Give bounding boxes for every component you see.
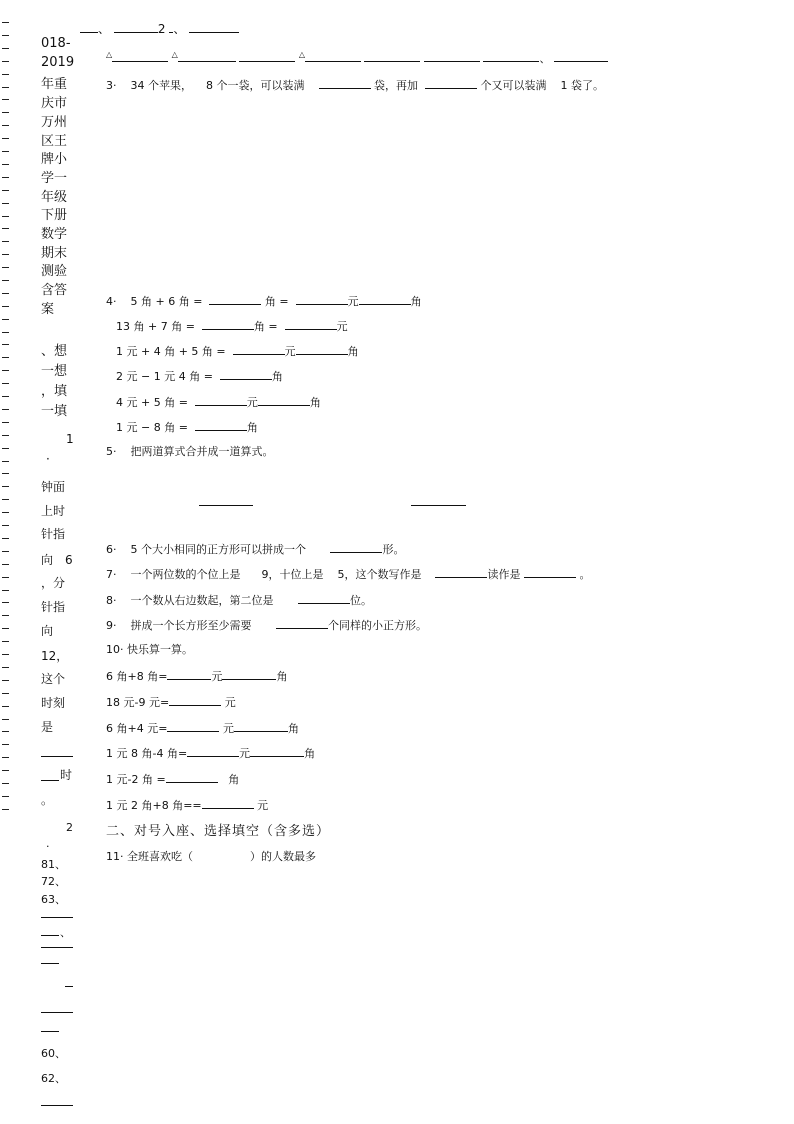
margin-dash [2,486,9,487]
side-q1-char: 时刻 [41,696,66,710]
margin-dash [2,435,9,436]
margin-dash [2,577,9,578]
q10-title: 快乐算一算。 [127,643,193,656]
q4-blank[interactable] [296,293,348,305]
margin-dash [2,138,9,139]
q7-blank-2[interactable] [524,566,576,578]
question-8 [106,592,372,608]
side-q1-char: 12， [41,649,69,663]
q10-line-3-unit-b: 元 [222,722,234,735]
side-title-char: 018- [41,36,71,51]
side-title-char: 区王 [41,133,68,149]
margin-dash [2,151,9,152]
q4-line-6-unit-b: 角 [246,421,258,434]
q4-blank[interactable] [285,318,337,330]
blank [305,50,361,62]
margin-dash [2,499,9,500]
answer-blank-row [106,50,608,66]
q10-line-4-unit-c: 角 [304,747,316,760]
q4-blank[interactable] [209,293,261,305]
margin-dash [2,190,9,191]
margin-dash [2,706,9,707]
question-3 [106,77,604,93]
q11-text-2: ）的人数最多 [250,850,316,863]
triangle-mark-icon: △ [298,50,305,59]
side-q2-blank[interactable] [41,963,59,964]
side-title-char: 学一 [41,170,68,186]
question-4-line-1 [106,293,422,309]
q10-blank[interactable] [169,694,221,706]
side-title-char: 含答 [41,283,68,299]
margin-dash [2,396,9,397]
blank [424,50,480,62]
question-11 [106,850,316,864]
margin-dash [2,216,9,217]
q10-blank[interactable] [222,668,276,680]
q4-line-1-expr: 5 角 + 6 角 = [130,295,203,308]
side-q2-char: 、 [60,926,71,939]
side-q1-char: 钟面 [41,480,66,494]
q10-blank[interactable] [167,720,219,732]
margin-dash [2,693,9,694]
q4-line-5-expr: 4 元 + 5 角 = [116,396,188,409]
margin-dash [2,177,9,178]
q10-number: 10· [106,643,124,656]
q4-line-5-unit-b: 元 [246,396,258,409]
margin-dash [2,87,9,88]
question-10-line-3 [106,720,299,736]
side-q1-char: 这个 [41,672,66,686]
margin-dash [2,757,9,758]
header-sep-a: 、 [98,22,111,36]
side-q1-char: 针指 [41,600,66,614]
question-4-line-6 [116,419,258,435]
side-title-char: 年重 [41,77,68,93]
blank [112,50,168,62]
triangle-mark-icon: △ [106,50,113,59]
margin-dash [2,783,9,784]
margin-dash [2,164,9,165]
margin-dash [2,615,9,616]
margin-dash [2,35,9,36]
blank [80,21,98,33]
q6-text-2: 形。 [382,543,405,556]
side-q1-char: 向 6 [41,553,73,567]
question-10-line-5 [106,771,239,787]
q10-blank[interactable] [202,797,254,809]
q10-line-2-expr: 18 元-9 元= [106,696,170,709]
margin-dash [2,551,9,552]
q7-text-2: 9，十位上是 [261,568,324,581]
margin-dash [2,370,9,371]
side-q1-char: 是 [41,720,54,734]
blank [554,50,608,62]
question-10-line-1 [106,668,287,684]
q9-text-2: 个同样的小正方形。 [327,619,427,632]
q10-line-1-unit-c: 角 [276,670,288,683]
side-q2-blank[interactable] [41,935,59,936]
margin-dash [2,512,9,513]
q4-blank[interactable] [296,343,348,355]
q10-blank[interactable] [166,771,218,783]
side-q1-blank[interactable] [41,780,59,781]
q7-number: 7· [106,568,117,581]
margin-dash [2,422,9,423]
margin-dash [2,293,9,294]
question-10-line-2 [106,694,236,710]
q3-number: 3· [106,79,117,92]
q10-line-4-unit-b: 元 [239,747,251,760]
header-num-2: 2 [157,22,166,36]
margin-dash [2,125,9,126]
side-title-char: 2019 [41,54,75,70]
question-4-line-3 [116,343,359,359]
q10-line-1-unit-b: 元 [211,670,223,683]
margin-dash [2,628,9,629]
q6-text-1: 5 个大小相同的正方形可以拼成一个 [130,543,306,556]
side-title-char: 案 [41,301,55,317]
margin-dash [2,203,9,204]
side-title-char: 数学 [41,227,68,242]
q4-blank[interactable] [258,394,310,406]
side-q2-char: 2 [66,821,73,834]
side-q1-char: 上时 [41,504,66,518]
side-title-char: 年级 [41,189,68,205]
q4-line-1-unit-b: 角 = [264,295,289,308]
margin-dash [2,319,9,320]
margin-dash [2,48,9,49]
side-q1-char: 针指 [41,527,66,541]
q3-text-5: 1 袋了。 [560,79,604,92]
blank [364,50,420,62]
q3-blank-2[interactable] [425,77,477,89]
triangle-mark-icon: △ [171,50,178,59]
q4-line-5-unit-c: 角 [309,396,321,409]
q4-line-3-unit-b: 元 [284,345,296,358]
header-sep-c: 、 [173,22,186,36]
side-section-char: ，填 [41,384,68,399]
side-q2-char: 62、 [41,1072,66,1085]
q4-number: 4· [106,295,117,308]
margin-dash [2,99,9,100]
margin-dash [2,254,9,255]
side-q2-char: 72、 [41,875,66,888]
margin-dash [2,22,9,23]
q8-number: 8· [106,594,117,607]
q4-line-2-unit-b: 角 = [253,320,278,333]
side-section-char: 一填 [41,404,68,419]
q9-number: 9· [106,619,117,632]
margin-dash [2,241,9,242]
margin-dash [2,809,9,810]
side-q1-char: 。 [41,793,54,807]
question-6 [106,541,404,557]
section-two-title: 二、对号入座、选择填空（含多选） [106,824,331,839]
side-q2-char: 63、 [41,893,66,906]
q5-answer-line-2[interactable] [411,505,466,506]
question-10-line-6 [106,797,268,813]
margin-dash [2,448,9,449]
side-title-char: 测验 [41,264,68,280]
q10-blank[interactable] [234,720,288,732]
margin-dash [2,667,9,668]
margin-dash [2,654,9,655]
blank [239,50,295,62]
q10-blank[interactable] [167,668,211,680]
q7-text-5: 。 [579,568,591,581]
question-7 [106,566,590,582]
side-title-char: 下册 [41,208,68,224]
margin-dash [2,61,9,62]
q7-text-4: 读作是 [487,568,521,581]
q4-line-3-unit-c: 角 [347,345,359,358]
q5-text: 把两道算式合并成一道算式。 [130,445,274,458]
q3-text-3: 袋，再加 [374,79,418,92]
q3-text-4: 个又可以装满 [480,79,547,92]
q5-number: 5· [106,445,117,458]
q3-text-1: 34 个苹果， [130,79,192,92]
margin-dash [2,796,9,797]
margin-dash [2,306,9,307]
margin-dash [2,228,9,229]
margin-dash [2,461,9,462]
margin-dash [2,770,9,771]
q10-line-4-expr: 1 元 8 角-4 角= [106,747,188,760]
question-10-line-4 [106,745,315,761]
q4-line-1-unit-d: 角 [410,295,422,308]
question-10-title [106,643,193,657]
q10-line-1-expr: 6 角+8 角= [106,670,168,683]
side-q1-char: 向 [41,624,54,638]
margin-dash [2,267,9,268]
q11-text-1: 全班喜欢吃（ [127,850,193,863]
side-q1-char: 时 [60,768,73,782]
q11-number: 11· [106,850,124,863]
side-q2-blank[interactable] [41,1105,73,1106]
blank [189,21,239,33]
side-q2-char: · [46,840,50,853]
q9-text-1: 拼成一个长方形至少需要 [130,619,252,632]
q7-text-3: 5，这个数写作是 [337,568,422,581]
margin-dash [2,731,9,732]
header-blank-row [80,20,239,37]
margin-dash [2,112,9,113]
q10-line-3-unit-c: 角 [287,722,299,735]
q4-line-6-expr: 1 元 − 8 角 = [116,421,188,434]
margin-dash [2,602,9,603]
margin-dash [2,719,9,720]
side-q1-char: · [46,452,50,466]
margin-dash [2,744,9,745]
q7-text-1: 一个两位数的个位上是 [130,568,241,581]
margin-dash [2,538,9,539]
q3-blank-1[interactable] [319,77,371,89]
q4-line-2-unit-c: 元 [336,320,348,333]
blank [483,50,539,62]
q10-blank[interactable] [250,745,304,757]
q4-line-4-unit-b: 角 [271,370,283,383]
side-q2-blank[interactable] [65,986,73,987]
q10-line-6-unit-b: 元 [257,799,269,812]
margin-dash [2,525,9,526]
blank [178,50,236,62]
q10-line-2-unit-b: 元 [224,696,236,709]
side-q1-blank[interactable] [41,756,73,757]
margin-dash [2,383,9,384]
side-q2-blank[interactable] [41,947,73,948]
side-q2-char: 81、 [41,858,66,871]
q4-blank[interactable] [202,318,254,330]
margin-dash [2,357,9,358]
margin-dash [2,344,9,345]
q8-text-2: 位。 [349,594,372,607]
side-section-char: 、想 [41,344,68,359]
side-title-char: 牌小 [41,152,68,168]
q5-answer-line-1[interactable] [199,505,253,506]
margin-dash [2,564,9,565]
q4-line-3-expr: 1 元 + 4 角 + 5 角 = [116,345,226,358]
question-5 [106,445,274,459]
margin-dash [2,332,9,333]
margin-dash [2,680,9,681]
side-q1-char: ，分 [41,576,66,590]
side-section-char: 一想 [41,364,68,379]
margin-dash [2,590,9,591]
q4-line-2-expr: 13 角 + 7 角 = [116,320,195,333]
q10-line-5-expr: 1 元-2 角 = [106,773,166,786]
side-q2-blank[interactable] [41,1031,59,1032]
q4-blank[interactable] [195,394,247,406]
side-q2-blank[interactable] [41,1012,73,1013]
q8-text-1: 一个数从右边数起，第二位是 [130,594,274,607]
q10-line-3-expr: 6 角+4 元= [106,722,168,735]
margin-dash [2,473,9,474]
q4-blank[interactable] [195,419,247,431]
question-4-line-2 [116,318,348,334]
side-title-char: 庆市 [41,96,68,112]
side-title-char: 万州 [41,114,68,130]
q6-blank[interactable] [330,541,382,553]
q4-line-1-unit-c: 元 [347,295,359,308]
q4-blank[interactable] [220,368,272,380]
q9-blank[interactable] [276,617,328,629]
margin-dash [2,280,9,281]
q4-blank[interactable] [359,293,411,305]
q7-blank-1[interactable] [435,566,487,578]
side-q2-blank[interactable] [41,917,73,918]
q10-line-6-expr: 1 元 2 角+8 角== [106,799,202,812]
margin-dash [2,74,9,75]
side-q1-char: 1 [66,432,74,446]
margin-dash [2,641,9,642]
list-separator: 、 [539,52,551,65]
question-4-line-4 [116,368,283,384]
q8-blank[interactable] [298,592,350,604]
q4-line-4-expr: 2 元 − 1 元 4 角 = [116,370,213,383]
side-title-char: 期末 [41,245,68,261]
q10-blank[interactable] [187,745,239,757]
q4-blank[interactable] [233,343,285,355]
margin-dash [2,409,9,410]
question-9 [106,617,427,633]
question-4-line-5 [116,394,321,410]
q6-number: 6· [106,543,117,556]
q10-line-5-unit-b: 角 [228,773,240,786]
side-q2-char: 60、 [41,1047,66,1060]
blank [114,21,158,33]
q3-text-2: 8 个一袋，可以装满 [206,79,305,92]
